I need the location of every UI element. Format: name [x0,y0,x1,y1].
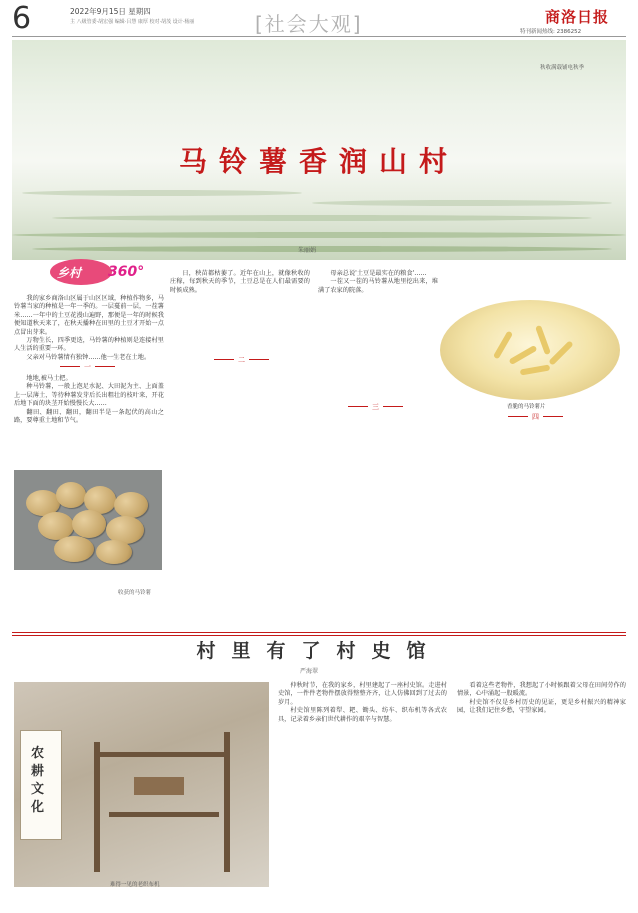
section-number-two: 二 [238,356,245,364]
paragraph: 我的家乡商洛山区属于山区区域，种植作物多，马铃薯当家的种植是一年一季的。一层蔓前一层，一茬薯米……一年中的土豆花漫山遍野，那便是一年的时候我便知道秋天来了，在秋天播种在田里的土豆才开始一点点冒出芽来。 [14,295,164,336]
paragraph: 村史馆不仅是乡村历史的见证，更是乡村振兴的精神家园，让我们记住乡愁，守望家园。 [457,698,626,715]
hero-caption: 秋收满载铺电秋季 [540,65,585,71]
museum-caption: 难得一见的老织布机 [110,882,160,888]
article1-column-1a [14,295,164,361]
museum-sign [20,730,62,840]
hotline: 特刊新闻热线: 2386252 [520,29,582,35]
paragraph: 万物生长，四季更迭，马铃薯的种植则是连接村里人生活的重要一环。 [14,337,164,353]
article1-column-2 [170,270,310,615]
section-number-one: 一 [84,363,91,371]
date-line: 2022年9月15日 星期四 [70,7,151,16]
potato-chips-photo [440,300,620,400]
paragraph: 母亲总说'土豆是最实在的粮食'…… [330,270,427,277]
section-number-four: 四 [532,413,539,421]
article-title: 马铃薯香润山村 [178,145,459,178]
article2-byline: 严海翠 [300,668,319,675]
page-number: 6 [12,1,32,36]
article1-column-1b [14,375,164,465]
article1-column-4 [446,420,624,615]
paragraph: 仲秋时节，在我的家乡，村里建起了一座村史馆。走进村史馆，一件件老物件摆放得整整齐齐，让人仿佛回到了过去的岁月。 [278,682,447,706]
article2-body [278,682,626,902]
paragraph: 一茬又一茬的马铃薯从地里挖出来，堆满了农家的院落。 [318,278,438,294]
paragraph: 日，秧苗都枯萎了。近年在山上，就像秋收的庄稼，每到秋天的季节，土豆总是在人们最需要的时候成熟。 [170,270,310,294]
newspaper-logo: 商洛日报 [545,8,610,26]
potato-caption: 收获的马铃薯 [118,590,152,596]
paragraph: 看着这些老物件，我想起了小时候跟着父母在田间劳作的情景，心中涌起一股暖流。 [457,682,626,698]
header-divider [12,36,626,37]
article2-title: 村里有了村史馆 [196,640,442,662]
section-number-three: 三 [372,403,379,411]
badge-text: 乡村 [57,266,82,280]
museum-photo [14,682,269,887]
badge-number: 360° [108,264,145,280]
article1-column-3 [318,270,438,615]
paragraph: 村史馆里陈列着犁、耙、锄头、纺车、织布机等各式农具，记录着乡亲们世代耕作的艰辛与智慧。 [278,707,447,723]
paragraph: 地地,被马土把。 [26,375,72,382]
staff-line: 主 八级管委·胡宏强 编辑·吕慧 康厚 校对·胡茂 设计·杨丽 [70,19,195,25]
museum-sign-text: 农耕文化 [31,746,45,815]
article-byline: 朱丽娟 [298,247,317,254]
column-badge [50,255,160,289]
section-name: [社会大观] [255,12,363,36]
chips-caption: 香脆的马铃薯片 [507,404,546,410]
paragraph: 父亲对马铃薯情有独钟……他一生老在土地。 [26,353,151,361]
paragraph: 种马铃薯，一般上泡足水泥、大田泥为主、上面盖上一层薄土，等待种薯发芽后长出粗壮的枝叶来，开花后地下面的块茎开始慢慢长大…… [14,383,164,408]
paragraph: 翻田、翻田、翻田，翻田半是一条起伏的高山之路，要尊重土地和节气。 [14,408,164,425]
potato-basket-photo [14,470,162,570]
